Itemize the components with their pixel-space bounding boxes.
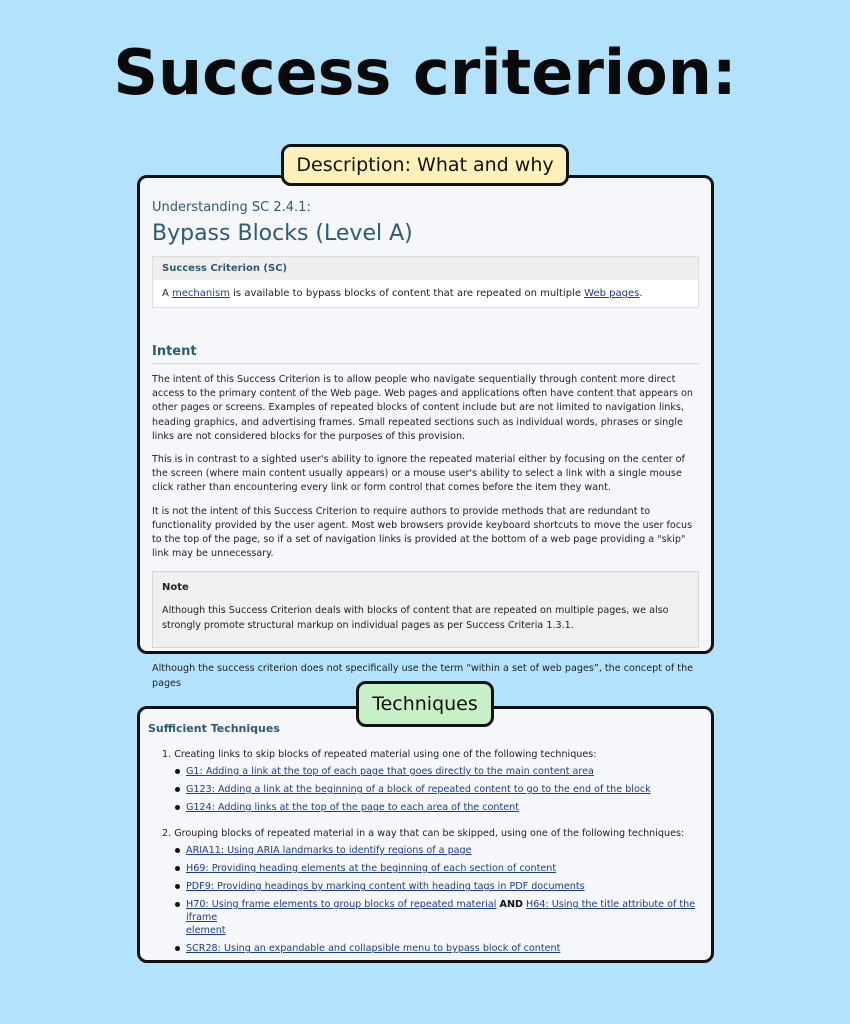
success-criterion-box <box>152 256 699 308</box>
step-2-technique-list <box>148 844 701 955</box>
step-1-technique-list <box>148 765 701 814</box>
intent-paragraph-2: This is in contrast to a sighted user's ability to ignore the repeated material either by focusing on the center of the screen (where main content usually appears) or a mouse user's ability to select a link with a single mouse click rather than encountering every link or form control that comes before the item they want. <box>152 454 685 494</box>
technique-step-1: 1. Creating links to skip blocks of repeated material using one of the following techniques: <box>162 749 597 760</box>
success-criterion-box-title: Success Criterion (SC) <box>153 257 698 280</box>
technique-h64-link-continued[interactable]: element <box>186 925 226 936</box>
description-card <box>137 175 714 689</box>
and-connector: AND <box>499 899 523 910</box>
technique-g124-link[interactable]: G124: Adding links at the top of the page to each area of the content <box>186 801 701 814</box>
intent-paragraph-3: It is not the intent of this Success Criterion to require authors to provide methods that are redundant to functionality provided by the user agent. Most web browsers provide keyboard shortcuts to move the user focus to the top of the page, so if a set of navigation links is provided at the bottom of a web page providing a "skip" link may be unnecessary. <box>152 505 693 560</box>
page-title: Success criterion: <box>113 36 737 109</box>
technique-h70-link[interactable]: H70: Using frame elements to group blocks of repeated material <box>186 899 497 910</box>
technique-pdf9-link[interactable]: PDF9: Providing headings by marking content with heading tags in PDF documents <box>186 880 701 893</box>
intent-paragraph-4: Although the success criterion does not specifically use the term “within a set of web pages”, the concept of the pages <box>152 663 694 689</box>
note-box <box>152 571 699 648</box>
sufficient-techniques-heading: Sufficient Techniques <box>148 722 280 735</box>
technique-g1-link[interactable]: G1: Adding a link at the top of each page that goes directly to the main content area <box>186 765 701 778</box>
technique-g123-link[interactable]: G123: Adding a link at the beginning of a block of repeated content to go to the end of the block <box>186 783 701 796</box>
mechanism-link[interactable]: mechanism <box>172 288 230 299</box>
overline: Understanding SC 2.4.1: <box>152 200 311 215</box>
description-pill: Description: What and why <box>281 144 569 186</box>
technique-step-2: 2. Grouping blocks of repeated material in a way that can be skipped, using one of the following techniques: <box>162 828 685 839</box>
intent-heading: Intent <box>152 344 699 364</box>
technique-scr28-link[interactable]: SCR28: Using an expandable and collapsible menu to bypass block of content <box>186 942 701 955</box>
technique-h70-h64-item <box>186 898 701 937</box>
success-criterion-text <box>153 280 698 307</box>
technique-h69-link[interactable]: H69: Providing heading elements at the beginning of each section of content <box>186 862 701 875</box>
techniques-content <box>148 722 701 955</box>
techniques-card <box>137 706 714 963</box>
understanding-document <box>152 200 699 691</box>
intent-paragraph-1: The intent of this Success Criterion is to allow people who navigate sequentially through content more direct access to the primary content of the Web page. Web pages and applications often have content that appears on other pages or screens. Examples of repeated blocks of content include but are not limited to navigation links, heading graphics, and advertising frames. Small repeated sections such as individual words, phrases or single links are not considered blocks for the purposes of this provision. <box>152 374 693 442</box>
sc-text-1: A <box>162 288 173 299</box>
sc-heading: Bypass Blocks (Level A) <box>152 221 413 246</box>
techniques-pill: Techniques <box>356 681 494 727</box>
web-pages-link[interactable]: Web pages <box>584 288 640 299</box>
technique-aria11-link[interactable]: ARIA11: Using ARIA landmarks to identify regions of a page <box>186 844 701 857</box>
sc-text-2: is available to bypass blocks of content that are repeated on multiple <box>229 288 585 299</box>
technique-h64-link[interactable]: H64: Using the title attribute of the iframe <box>186 899 696 923</box>
sc-text-3: . <box>639 288 643 299</box>
note-text: Although this Success Criterion deals with blocks of content that are repeated on multiple pages, we also strongly promote structural markup on individual pages as per Success Criteria 1.3.1. <box>162 605 669 632</box>
note-heading: Note <box>162 582 189 594</box>
